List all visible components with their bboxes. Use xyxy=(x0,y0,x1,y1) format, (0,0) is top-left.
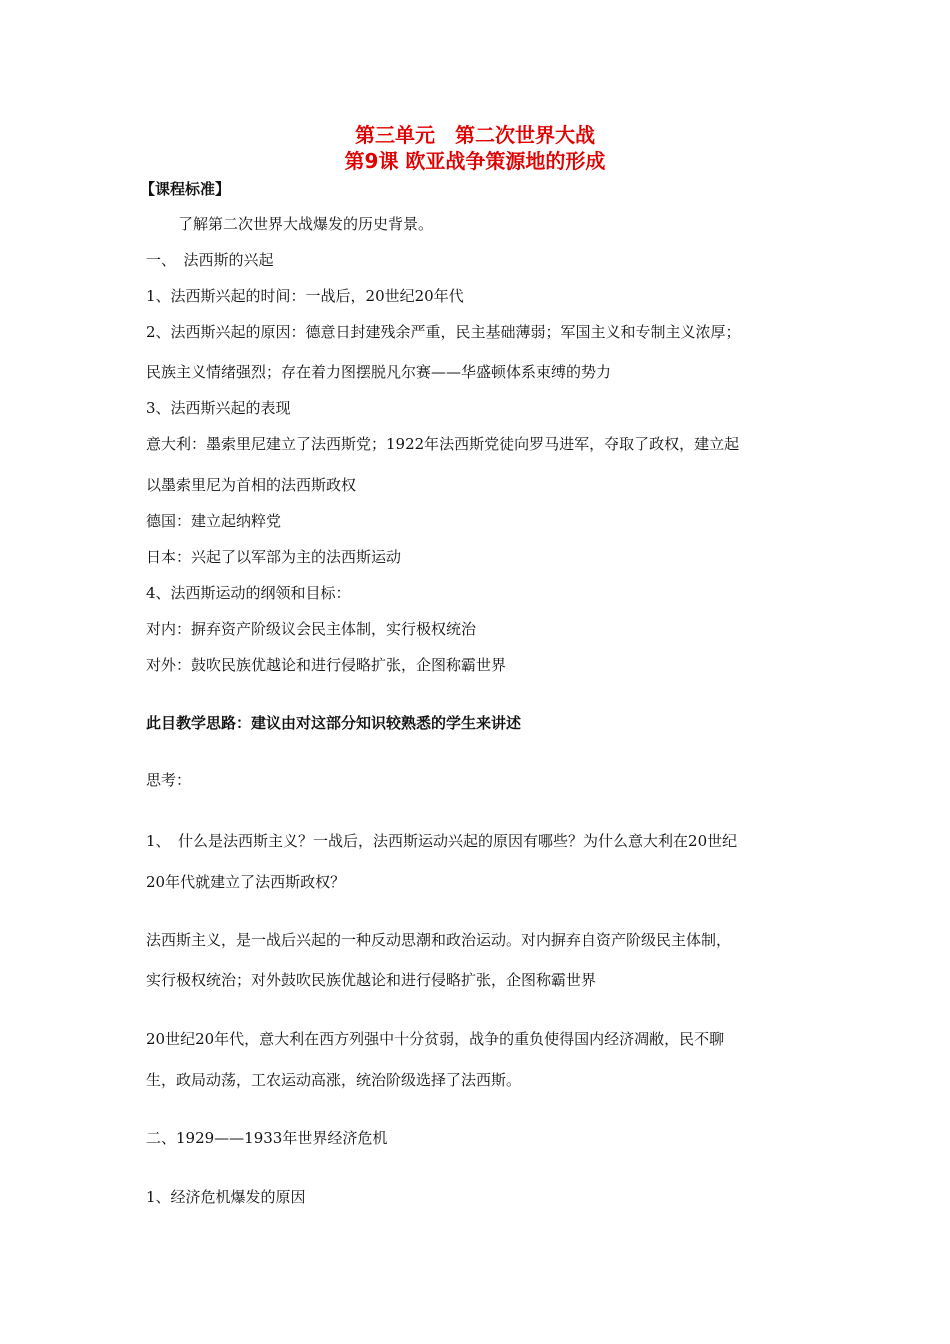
course-standard-heading: 【课程标准】 xyxy=(140,180,231,198)
section-1-point-3: 3、法西斯兴起的表现 xyxy=(146,399,291,417)
question-1-cont: 20年代就建立了法西斯政权？ xyxy=(146,873,346,891)
section-2-point-1: 1、经济危机爆发的原因 xyxy=(146,1188,306,1206)
course-standard-text: 了解第二次世界大战爆发的历史背景。 xyxy=(178,215,434,233)
italy-text-cont: 以墨索里尼为首相的法西斯政权 xyxy=(146,476,357,494)
teaching-note: 此目教学思路：建议由对这部分知识较熟悉的学生来讲述 xyxy=(146,714,522,732)
question-1: 1、 什么是法西斯主义？一战后，法西斯运动兴起的原因有哪些？为什么意大利在20世纪 xyxy=(146,832,738,850)
section-1-title: 一、 法西斯的兴起 xyxy=(146,251,274,269)
italy-text: 意大利：墨索里尼建立了法西斯党；1922年法西斯党徒向罗马进军，夺取了政权，建立起 xyxy=(146,435,740,453)
section-1-point-2: 2、法西斯兴起的原因：德意日封建残余严重，民主基础薄弱；军国主义和专制主义浓厚； xyxy=(146,323,741,341)
answer-1: 法西斯主义，是一战后兴起的一种反动思潮和政治运动。对内摒弃自资产阶级民主体制， xyxy=(146,931,732,949)
external-policy: 对外：鼓吹民族优越论和进行侵略扩张，企图称霸世界 xyxy=(146,656,507,674)
unit-title: 第三单元 第二次世界大战 xyxy=(355,123,595,147)
section-2-title: 二、1929——1933年世界经济危机 xyxy=(146,1129,388,1147)
answer-2-cont: 生，政局动荡，工农运动高涨，统治阶级选择了法西斯。 xyxy=(146,1071,522,1089)
lesson-title: 第9课 欧亚战争策源地的形成 xyxy=(344,149,606,173)
think-label: 思考： xyxy=(146,771,192,789)
section-1-point-2-cont: 民族主义情绪强烈；存在着力图摆脱凡尔赛——华盛顿体系束缚的势力 xyxy=(146,363,612,381)
answer-1-cont: 实行极权统治；对外鼓吹民族优越论和进行侵略扩张，企图称霸世界 xyxy=(146,971,597,989)
japan-text: 日本：兴起了以军部为主的法西斯运动 xyxy=(146,548,402,566)
section-1-point-4: 4、法西斯运动的纲领和目标： xyxy=(146,584,351,602)
germany-text: 德国：建立起纳粹党 xyxy=(146,512,282,530)
section-1-point-1: 1、法西斯兴起的时间：一战后，20世纪20年代 xyxy=(146,287,464,305)
answer-2: 20世纪20年代，意大利在西方列强中十分贫弱，战争的重负使得国内经济凋敝，民不聊 xyxy=(146,1030,725,1048)
internal-policy: 对内：摒弃资产阶级议会民主体制，实行极权统治 xyxy=(146,620,477,638)
